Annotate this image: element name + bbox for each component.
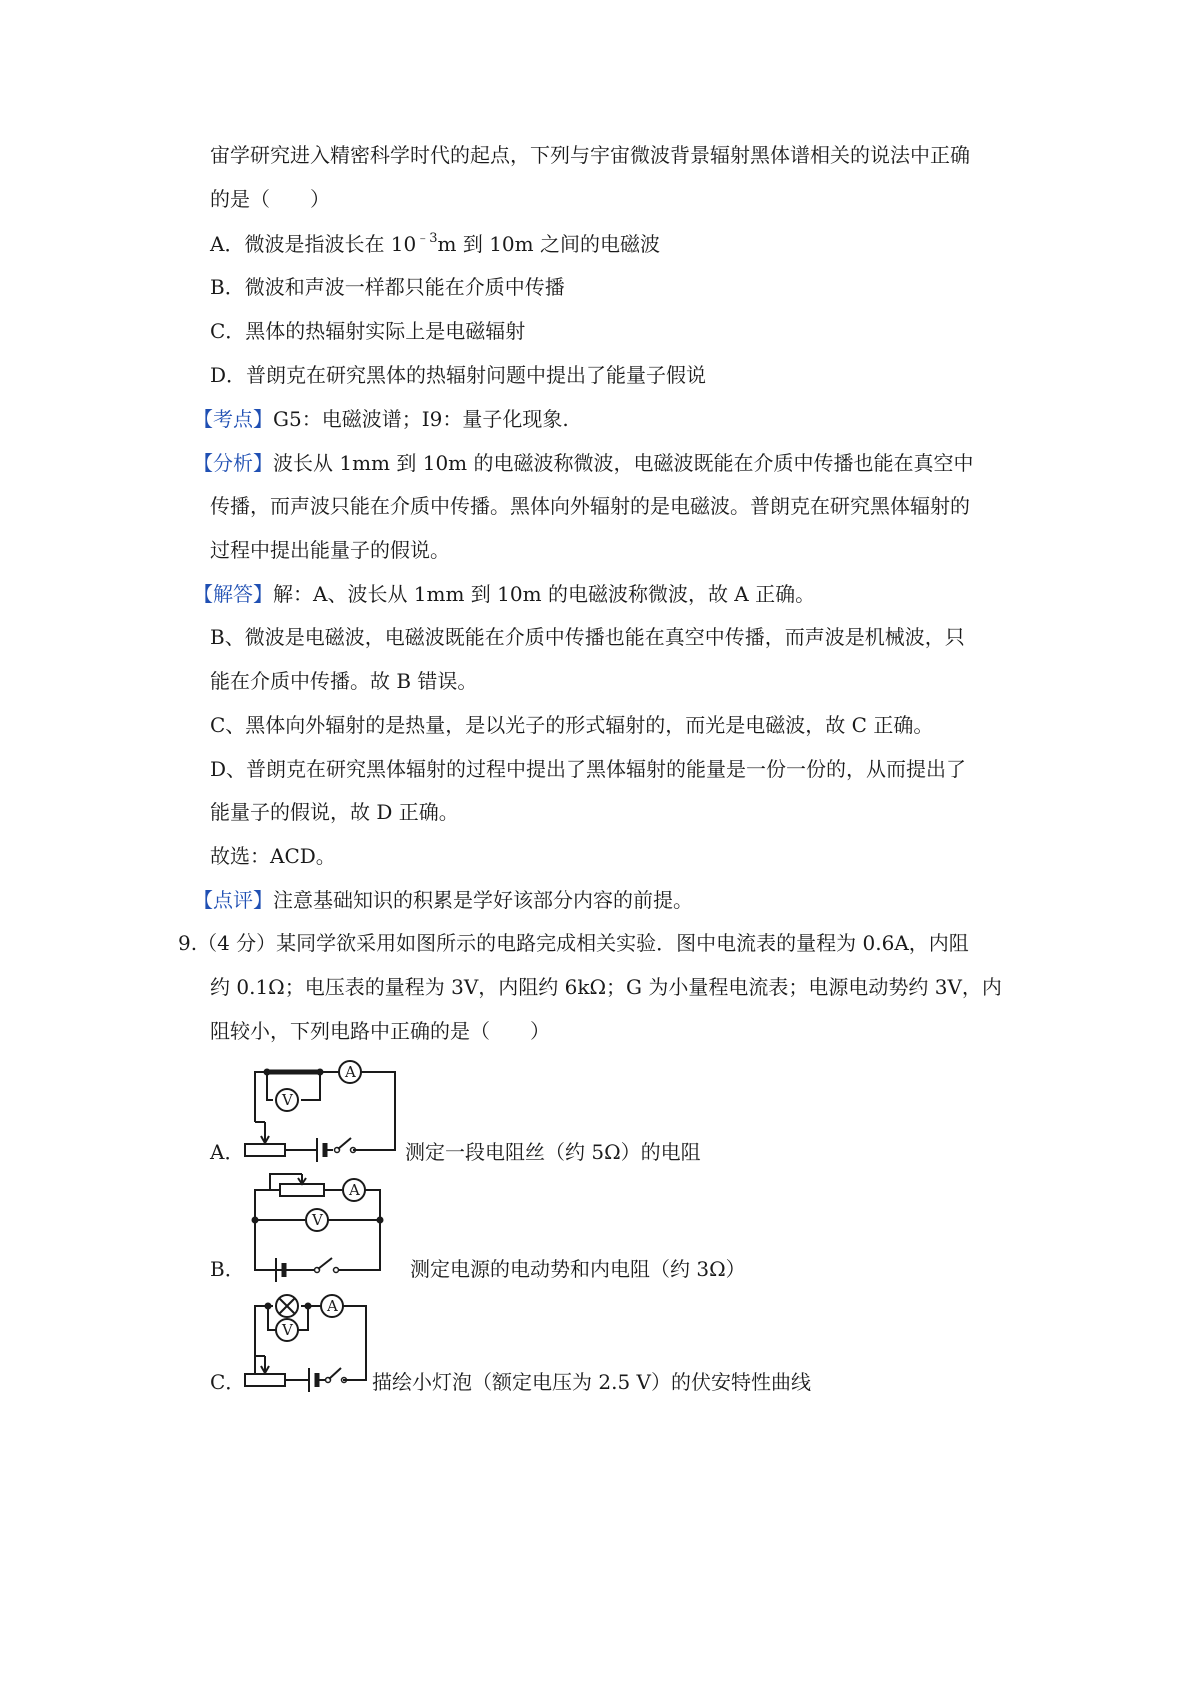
dianping-label: 点评 xyxy=(213,888,253,912)
q9-option-a-caption: 测定一段电阻丝（约 5Ω）的电阻 xyxy=(405,1140,701,1164)
fenxi-text-1: 波长从 1mm 到 10m 的电磁波称微波，电磁波既能在介质中传播也能在真空中 xyxy=(273,451,974,475)
rheostat-icon xyxy=(245,1374,285,1386)
jieda-line-4: C、黑体向外辐射的是热量，是以光子的形式辐射的，而光是电磁波，故 C 正确。 xyxy=(210,713,934,737)
q9-option-a-letter: A． xyxy=(210,1140,245,1164)
switch-lever xyxy=(338,1138,351,1149)
wire xyxy=(343,1306,366,1380)
bracket-close: 】 xyxy=(253,582,273,606)
q9-option-b-letter: B． xyxy=(210,1257,245,1281)
switch-lever xyxy=(318,1258,332,1269)
jieda-line-6: 能量子的假说，故 D 正确。 xyxy=(210,800,459,824)
q9-option-c-letter: C． xyxy=(210,1370,246,1394)
wire xyxy=(298,1306,308,1330)
q8-stem-line-2: 的是（ ） xyxy=(210,187,330,211)
voltmeter-label: V xyxy=(282,1091,293,1109)
bracket-close: 】 xyxy=(253,451,273,475)
bracket-open: 【 xyxy=(193,451,213,475)
voltmeter-label: V xyxy=(312,1211,323,1229)
bracket-open: 【 xyxy=(193,582,213,606)
jieda-line-2: B、微波是电磁波，电磁波既能在介质中传播也能在真空中传播，而声波是机械波，只 xyxy=(210,625,965,649)
switch-lever xyxy=(329,1368,341,1379)
q8-option-a xyxy=(210,229,1040,263)
jieda-text-1: 解：A、波长从 1mm 到 10m 的电磁波称微波，故 A 正确。 xyxy=(273,582,816,606)
ammeter-label: A xyxy=(349,1181,360,1199)
q9-option-b-caption: 测定电源的电动势和内电阻（约 3Ω） xyxy=(410,1257,746,1281)
fenxi-line-3: 过程中提出能量子的假说。 xyxy=(210,538,450,562)
q9-line-1 xyxy=(178,928,1040,958)
q9-option-c-caption: 描绘小灯泡（额定电压为 2.5 V）的伏安特性曲线 xyxy=(372,1370,811,1394)
q8-option-a-text-end: m 到 10m 之间的电磁波 xyxy=(437,232,660,256)
jieda-label: 解答 xyxy=(213,582,253,606)
fenxi-label: 分析 xyxy=(213,451,253,475)
q9-number: 9. xyxy=(178,931,198,955)
q8-stem-line-1: 宙学研究进入精密科学时代的起点，下列与宇宙微波背景辐射黑体谱相关的说法中正确 xyxy=(210,143,970,167)
fenxi-line-1 xyxy=(193,448,1040,478)
q9-text-1: （4 分）某同学欲采用如图所示的电路完成相关实验．图中电流表的量程为 0.6A，内阻 xyxy=(197,931,969,955)
jieda-line-7: 故选：ACD。 xyxy=(210,844,336,868)
kaodian-label: 考点 xyxy=(213,407,253,431)
jieda-line-3: 能在介质中传播。故 B 错误。 xyxy=(210,669,478,693)
ammeter-label: A xyxy=(327,1297,338,1315)
wire xyxy=(268,1306,276,1330)
fenxi-line-2: 传播，而声波只能在介质中传播。黑体向外辐射的是电磁波。普朗克在研究黑体辐射的 xyxy=(210,494,970,518)
wire xyxy=(255,1190,280,1220)
wire xyxy=(255,1220,310,1270)
circuit-diagram-a xyxy=(245,1062,405,1172)
bracket-open: 【 xyxy=(193,407,213,431)
q8-option-d: D．普朗克在研究黑体的热辐射问题中提出了能量子假说 xyxy=(210,363,707,387)
wire xyxy=(352,1220,380,1270)
jieda-line-5: D、普朗克在研究黑体辐射的过程中提出了黑体辐射的能量是一份一份的，从而提出了 xyxy=(210,757,967,781)
q8-option-a-text: A．微波是指波长在 10 xyxy=(210,232,417,256)
voltmeter-label: V xyxy=(282,1321,293,1339)
dianping-text: 注意基础知识的积累是学好该部分内容的前提。 xyxy=(273,888,693,912)
bracket-close: 】 xyxy=(253,888,273,912)
wire xyxy=(255,1072,395,1150)
junction-dot xyxy=(377,1217,384,1224)
rheostat-icon xyxy=(245,1144,285,1156)
ammeter-label: A xyxy=(345,1063,356,1081)
bracket-close: 】 xyxy=(253,407,273,431)
wire xyxy=(365,1190,380,1220)
kaodian-text: G5：电磁波谱；I9：量子化现象. xyxy=(273,407,569,431)
q8-option-a-exponent: ﹣3 xyxy=(416,231,438,246)
wire xyxy=(301,1072,320,1100)
bracket-open: 【 xyxy=(193,888,213,912)
switch-contact xyxy=(334,1268,339,1273)
jieda-line-1 xyxy=(193,579,1040,609)
wire xyxy=(267,1072,273,1100)
junction-dot xyxy=(252,1217,259,1224)
q8-option-b: B．微波和声波一样都只能在介质中传播 xyxy=(210,275,565,299)
dianping-line xyxy=(193,885,1040,915)
kaodian-line xyxy=(193,404,1040,434)
q9-line-3: 阻较小，下列电路中正确的是（ ） xyxy=(210,1019,550,1043)
q9-line-2: 约 0.1Ω；电压表的量程为 3V，内阻约 6kΩ；G 为小量程电流表；电源电动势约 3V，内 xyxy=(210,975,1002,999)
circuit-diagram-b xyxy=(250,1180,390,1290)
q8-option-c: C．黑体的热辐射实际上是电磁辐射 xyxy=(210,319,526,343)
